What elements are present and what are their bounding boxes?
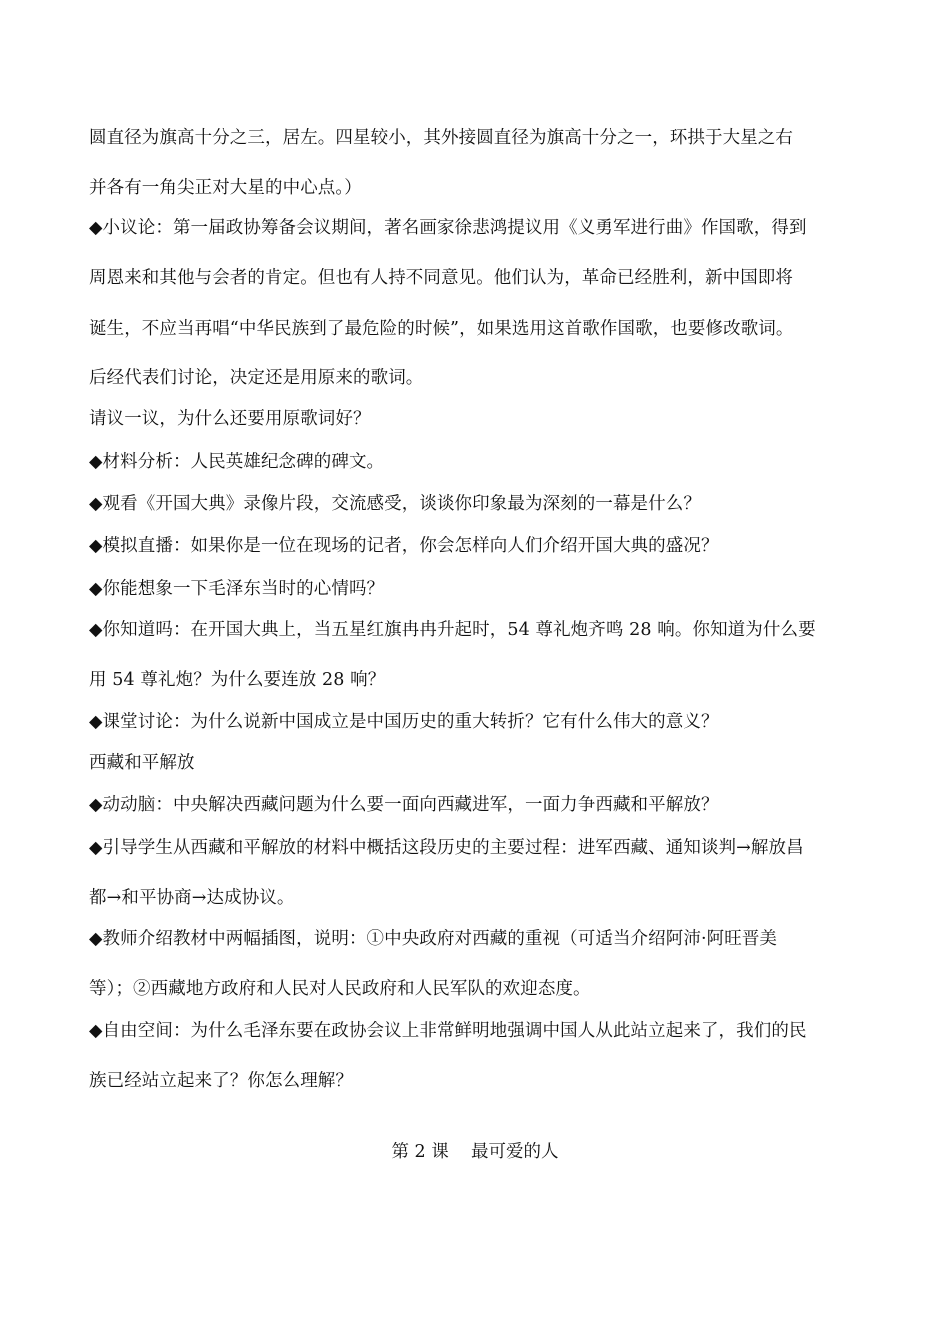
paragraph-line: 圆直径为旗高十分之三，居左。四星较小，其外接圆直径为旗高十分之一，环拱于大星之右 (89, 128, 793, 148)
paragraph-line: 请议一议，为什么还要用原歌词好？ (89, 409, 371, 429)
paragraph-line: 并各有一角尖正对大星的中心点。） (89, 178, 362, 198)
paragraph-line: ◆课堂讨论：为什么说新中国成立是中国历史的重大转折？它有什么伟大的意义？ (89, 712, 719, 732)
section-heading: 西藏和平解放 (89, 753, 195, 773)
paragraph-line: ◆模拟直播：如果你是一位在现场的记者，你会怎样向人们介绍开国大典的盛况？ (89, 536, 719, 556)
paragraph-line: ◆小议论：第一届政协筹备会议期间，著名画家徐悲鸿提议用《义勇军进行曲》作国歌，得到 (89, 218, 807, 238)
paragraph-line: 都→和平协商→达成协议。 (89, 888, 295, 908)
paragraph-line: ◆观看《开国大典》录像片段，交流感受，谈谈你印象最为深刻的一幕是什么？ (89, 494, 701, 514)
paragraph-line: ◆你能想象一下毛泽东当时的心情吗？ (89, 579, 385, 599)
lesson-title: 第 2 课 最可爱的人 (391, 1142, 559, 1162)
paragraph-line: 用 54 尊礼炮？为什么要连放 28 响？ (89, 670, 386, 690)
paragraph-line: 诞生，不应当再唱“中华民族到了最危险的时候”，如果选用这首歌作国歌，也要修改歌词。 (89, 319, 794, 339)
paragraph-line: 等）；②西藏地方政府和人民对人民政府和人民军队的欢迎态度。 (89, 979, 591, 999)
paragraph-line: ◆你知道吗：在开国大典上，当五星红旗冉冉升起时，54 尊礼炮齐鸣 28 响。你知道为什么要 (89, 620, 816, 640)
paragraph-line: 族已经站立起来了？你怎么理解？ (89, 1071, 353, 1091)
paragraph-line: ◆教师介绍教材中两幅插图，说明：①中央政府对西藏的重视（可适当介绍阿沛·阿旺晋美 (89, 929, 778, 949)
paragraph-line: ◆引导学生从西藏和平解放的材料中概括这段历史的主要过程：进军西藏、通知谈判→解放昌 (89, 838, 804, 858)
paragraph-line: 周恩来和其他与会者的肯定。但也有人持不同意见。他们认为，革命已经胜利，新中国即将 (89, 268, 793, 288)
paragraph-line: 后经代表们讨论，决定还是用原来的歌词。 (89, 368, 424, 388)
paragraph-line: ◆动动脑：中央解决西藏问题为什么要一面向西藏进军，一面力争西藏和平解放？ (89, 795, 719, 815)
paragraph-line: ◆自由空间：为什么毛泽东要在政协会议上非常鲜明地强调中国人从此站立起来了，我们的民 (89, 1021, 807, 1041)
paragraph-line: ◆材料分析：人民英雄纪念碑的碑文。 (89, 452, 385, 472)
